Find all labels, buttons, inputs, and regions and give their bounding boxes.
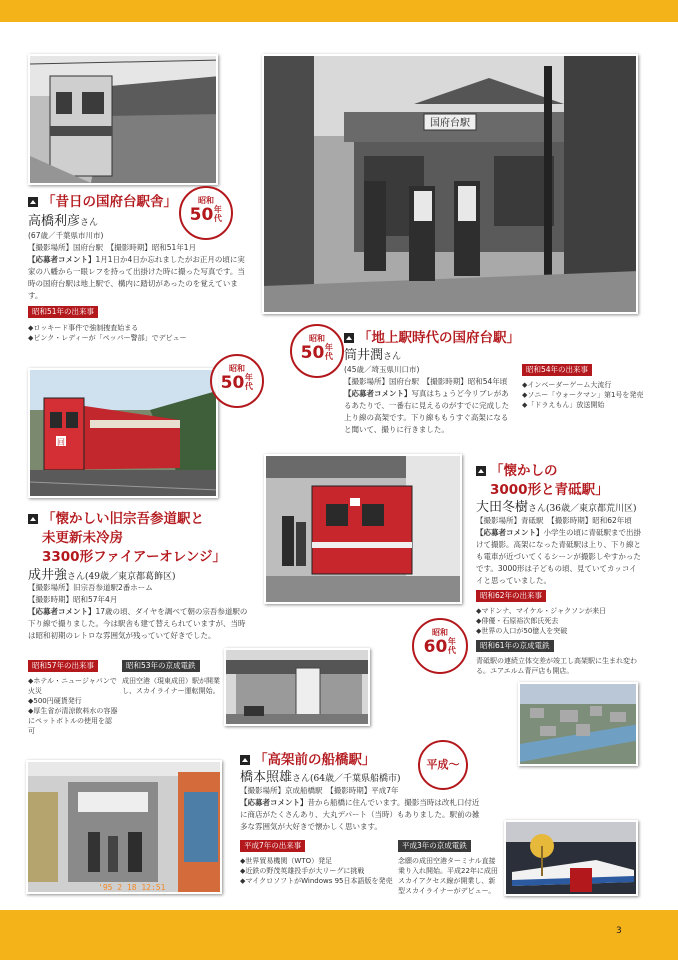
section5-comment: 【応募者コメント】昔から船橋に住んでいます。撮影当時は改札口付近に商店がたくさんあり、大丸デパート（当時）もありました。駅前の雑多な雰囲気が大好きで懐かしく思います。 [240,798,480,831]
photo-aerial-aoto [518,682,638,766]
era-stamp-showa-50s-3: 昭和 50年代 [210,354,264,408]
section1-age-place: (67歳／千葉県市川市) [28,231,104,240]
event-item: ◆世界の人口が50億人を突破 [476,627,568,635]
bullet-marker-icon [240,755,250,765]
era-stamp-heisei: 平成〜 [418,740,468,790]
section4-title-line2: 3000形と青砥駅」 [490,482,609,498]
section4-events-label: 昭和62年の出来事 [476,590,546,602]
section3-title: 「懐かしい旧宗吾参道駅と 未更新未冷房 3300形ファイアーオレンジ」 [28,510,226,567]
event-item: ◆世界貿易機関（WTO）発足 [240,857,333,865]
bullet-marker-icon [476,466,486,476]
event-item: ◆マドンナ、マイケル・ジャクソンが来日 [476,607,607,615]
section4-meta: 【撮影場所】青砥駅 【撮影時期】昭和62年頃 [476,516,632,525]
section1-comment: 【応募者コメント】1月1日か4日か忘れましたがお正月の頃に実家の八幡から一眼レフを持って出掛けた時に撮った写真です。当時の国府台駅は地上駅で、構内に踏切があったのを覚えています。 [28,255,245,300]
photo-3000-aoto-station [264,454,462,604]
event-item: ◆ロッキード事件で強制捜査始まる [28,324,139,332]
section1-author: 高橋利彦さん [28,214,99,229]
era-stamp-showa-50s-2: 昭和 50年代 [290,324,344,378]
train-plate-text: 回 [57,438,65,447]
event-item: ◆インベーダーゲーム大流行 [522,381,612,389]
section3-events-label: 昭和57年の出来事 [28,660,98,672]
bullet-marker-icon [344,333,354,343]
section5-meta: 【撮影場所】京成船橋駅 【撮影時期】平成7年 [240,786,399,795]
event-item: ◆ピンク・レディーが「ペッパー警部」でデビュー [28,334,187,342]
section5-keisei-label: 平成3年の京成電鉄 [398,840,471,852]
bullet-marker-icon [28,197,38,207]
top-band [0,0,678,22]
section5-author: 橋本照雄さん(64歳／千葉県船橋市) [240,770,401,785]
section3-author: 成井強さん(49歳／東京都葛飾区) [28,568,176,583]
section3-events [28,676,118,736]
section4-title: 「懐かしの 3000形と青砥駅」 [476,462,609,500]
event-item: ◆「ドラえもん」放送開始 [522,401,605,409]
section3-meta1: 【撮影場所】旧宗吾参道駅2番ホーム [28,583,153,592]
bottom-band [0,910,678,960]
event-item: ◆マイクロソフトがWindows 95日本語版を発売 [240,877,393,885]
section3-keisei-label: 昭和53年の京成電鉄 [122,660,200,672]
section1-meta: 【撮影場所】国府台駅 【撮影時期】昭和51年1月 [28,243,197,252]
photo-ground-level-kounodai [262,54,638,314]
event-item: ◆厚生省が清涼飲料水の容器にペットボトルの使用を認可 [28,707,118,735]
event-item: ◆ホテル・ニュージャパンで火災 [28,677,117,695]
section3-meta2: 【撮影時期】昭和57年4月 [28,595,118,604]
event-item: ◆俳優・石原裕次郎氏死去 [476,617,559,625]
section2-author: 筒井潤さん [344,348,402,363]
station-sign-text: 国府台駅 [430,118,470,129]
section4-keisei-label: 昭和61年の京成電鉄 [476,640,554,652]
photo-skyliner-debut [504,820,638,896]
section2-comment: 【応募者コメント】写真はちょうど今リブレがあるあたりで、一番右に見えるのがすでに完成した上り線の高架です。下り線ももうすぐ高架になると聞いて、撮りに行きました。 [344,389,510,434]
section2-meta: 【撮影場所】国府台駅 【撮影時期】昭和54年頃 [344,377,508,386]
section3-keisei-text: 成田空港（現東成田）駅が開業し、スカイライナー運転開始。 [122,677,220,695]
photo-old-kounodai-station [28,54,218,185]
section4-author: 大田冬樹さん(36歳／東京都荒川区) [476,500,637,515]
section2-title: 「地上駅時代の国府台駅」 [344,330,520,347]
photo-date-stamp: '95 2 18 12:51 [98,883,166,892]
section4-keisei-text: 青砥駅の連続立体交差が竣工し高架駅に生まれ変わる。ユアエルム青戸店も開店。 [476,657,637,675]
section3-title-line3: 3300形ファイアーオレンジ」 [42,549,227,565]
page-number: 3 [616,926,622,936]
photo-old-sogo-sando-3300 [28,368,218,498]
section1-title: 「昔日の国府台駅舎」 [28,194,177,211]
photo-narita-airport-station [224,648,370,726]
section4-comment: 【応募者コメント】小学生の頃に青砥駅まで出掛けて撮影。高架になった青砥駅は上り、下り線とも電車が近づいてくるシーンが撮影しやすかったです。3000形は子どもの頃、見ていてカッコイイと思っていました。 [476,528,641,585]
section5-title: 「高架前の船橋駅」 [240,752,376,769]
section2-age-place: (45歳／埼玉県川口市) [344,365,420,374]
event-item: ◆500円硬貨発行 [28,697,82,705]
section2-events-label: 昭和54年の出来事 [522,364,592,376]
section4-events [476,606,606,636]
section3-title-line2: 未更新未冷房 [42,530,123,546]
section2-events [522,380,643,410]
era-stamp-showa-60s: 昭和 60年代 [412,618,468,674]
era-stamp-showa-50s-1: 昭和 50年代 [179,186,233,240]
section5-keisei-text: 念願の成田空港ターミナル直接乗り入れ開始。平成22年に成田スカイアクセス線が開業し、新型スカイライナーがデビュー。 [398,857,498,895]
bullet-marker-icon [28,514,38,524]
section5-events-label: 平成7年の出来事 [240,840,305,852]
event-item: ◆近鉄の野茂英雄投手が大リーグに挑戦 [240,867,365,875]
event-item: ◆ソニー「ウォークマン」第1号を発売 [522,391,644,399]
section1-events [28,323,187,343]
section5-events [240,856,392,886]
section3-comment: 【応募者コメント】17歳の頃、ダイヤを調べて朝の宗吾参道駅の下り線で撮りました。今は駅舎も建て替えられていますが、当時は昭和初期のレトロな雰囲気が残っていて好きでした。 [28,607,248,640]
section1-events-label: 昭和51年の出来事 [28,306,98,318]
photo-funabashi-before-elevation [26,760,222,894]
